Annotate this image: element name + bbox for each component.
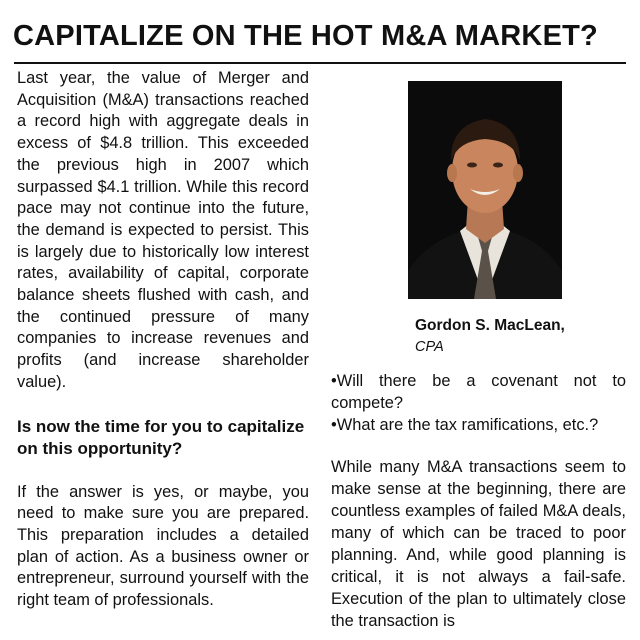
author-portrait-drawing (408, 81, 562, 299)
intro-paragraph: Last year, the value of Merger and Acquisition (M&A) transactions reached a record high with aggregate deals in excess of $4.8 trillion. This exceeded the previous high in 2007 which surpassed $4.1 trillion. While this record pace may not continue into the future, the demand is expected to persist. This is largely due to historically low interest rates, availability of capital, corporate balance sheets flushed with cash, and the continued pressure of many companies to increase revenues and profits (and increase shareholder value). (17, 69, 309, 391)
question-list (331, 370, 626, 436)
left-column (17, 68, 309, 612)
author-portrait (408, 81, 562, 299)
list-item: •Will there be a covenant not to compete? (331, 372, 626, 412)
author-name: Gordon S. MacLean, (415, 317, 565, 334)
article-headline: CAPITALIZE ON THE HOT M&A MARKET? (13, 20, 598, 52)
preparation-paragraph: If the answer is yes, or maybe, you need to make sure you are prepared. This preparation includes a detailed plan of action. As a business owner or entrepreneur, surround yourself with the right team of professionals. (17, 482, 309, 610)
right-column (331, 370, 626, 632)
headline-rule (14, 62, 626, 64)
author-credential: CPA (415, 339, 444, 355)
planning-paragraph: While many M&A transactions seem to make sense at the beginning, there are countless examples of failed M&A deals, many of which can be traced to poor planning. And, while good planning is critical, it is not always a fail-safe. Execution of the plan to ultimately close the transaction is (331, 458, 626, 630)
section-subhead: Is now the time for you to capitalize on this opportunity? (17, 416, 305, 458)
list-item: •What are the tax ramifications, etc.? (331, 416, 599, 434)
